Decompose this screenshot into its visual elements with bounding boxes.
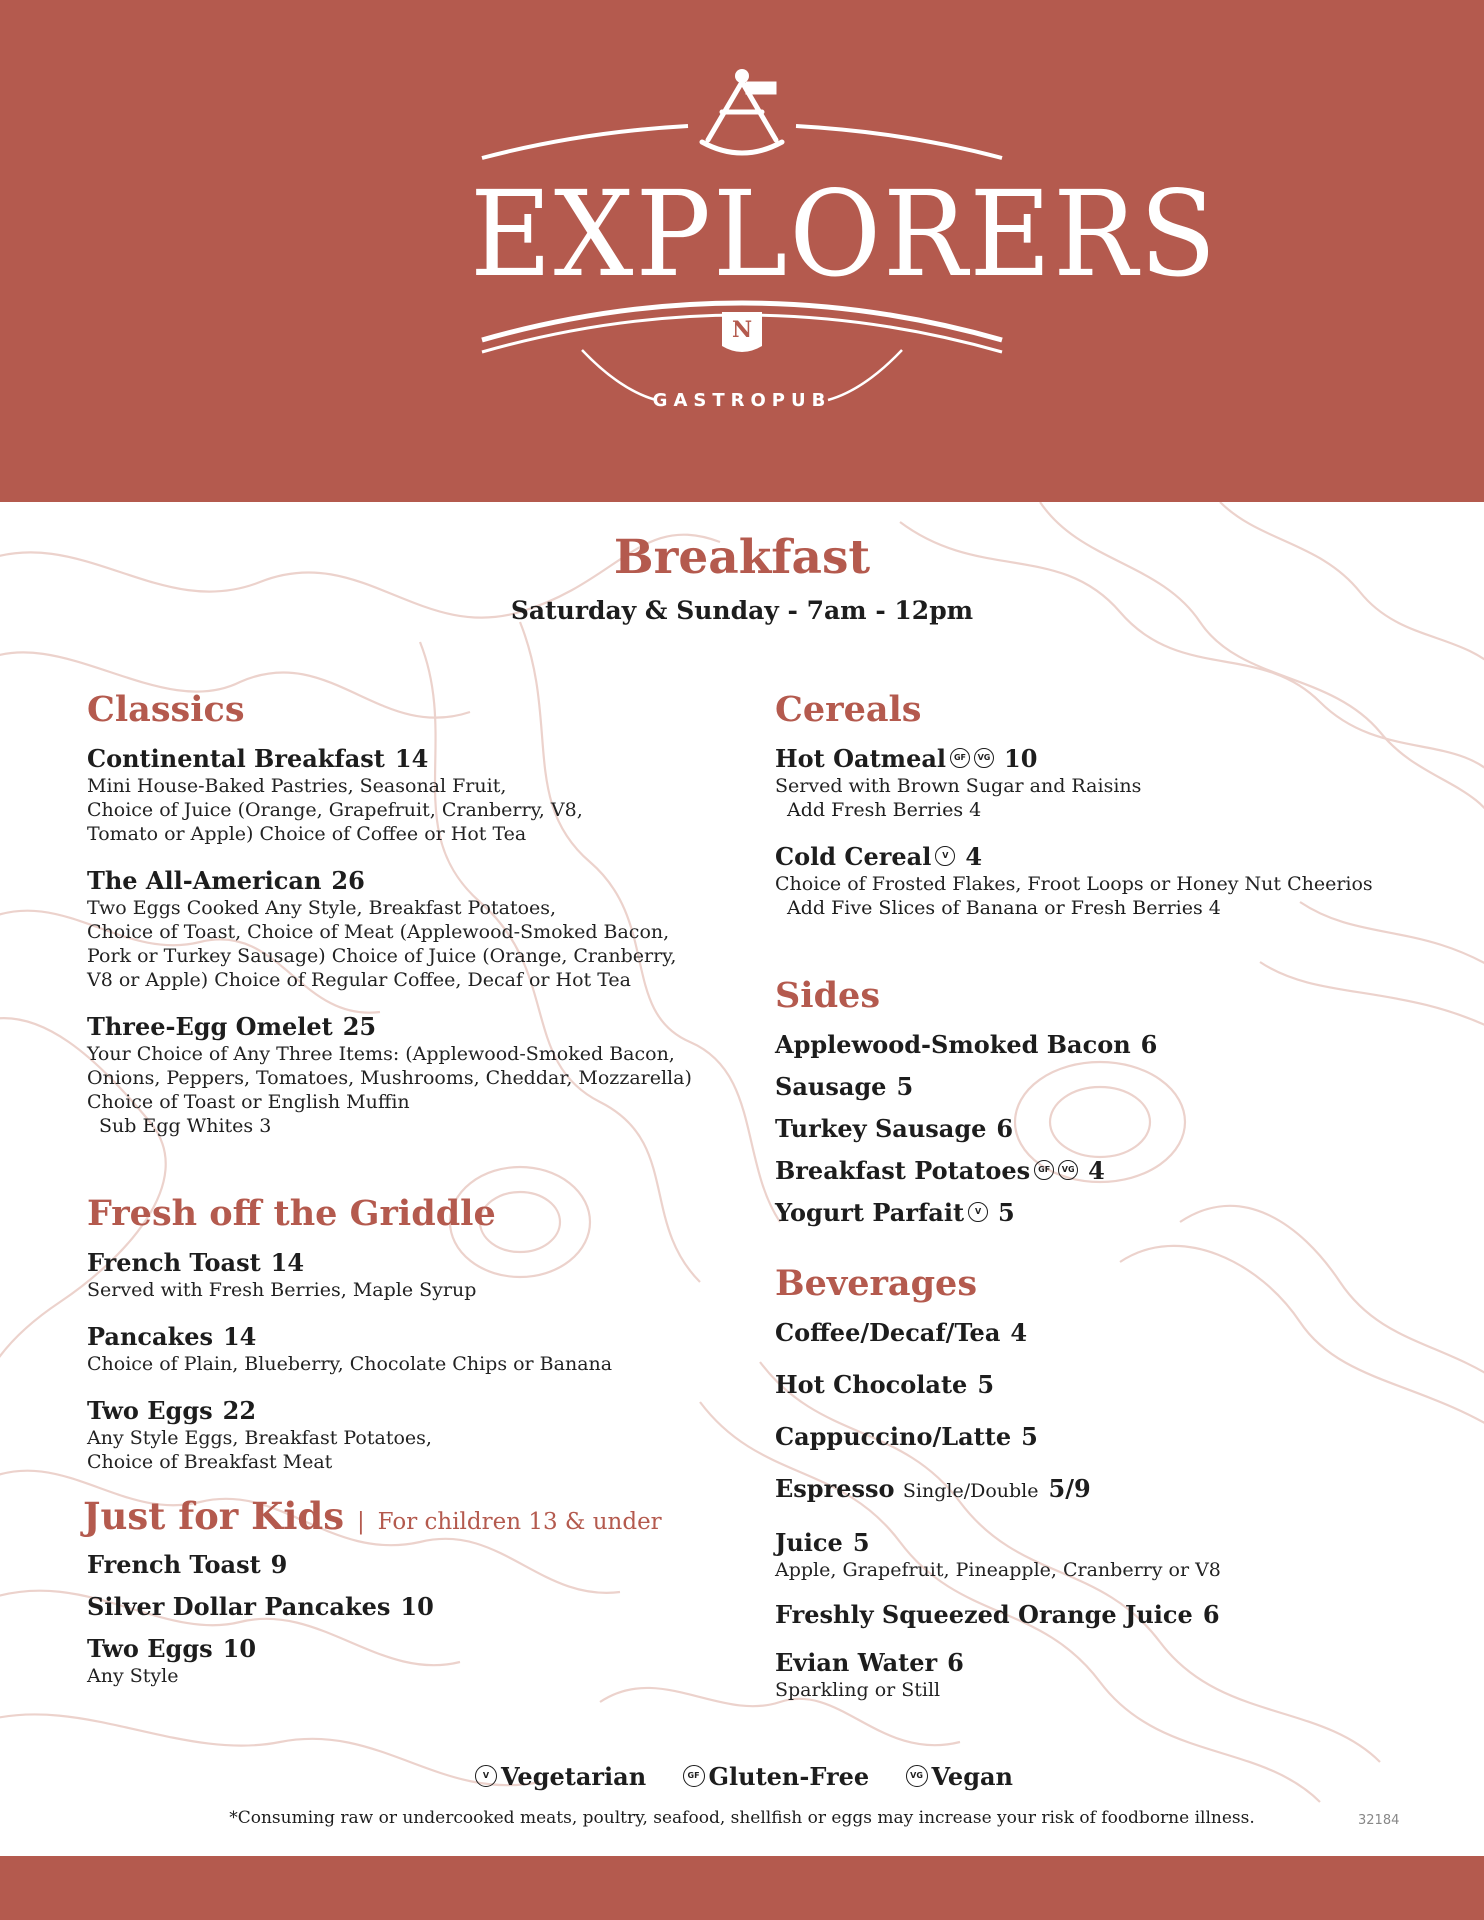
- menu-code: 32184: [1358, 1813, 1400, 1828]
- vegan-icon: VG: [1058, 1160, 1078, 1180]
- item-price: 5: [852, 1528, 870, 1557]
- food-safety-disclaimer: *Consuming raw or undercooked meats, poultry, seafood, shellfish or eggs may increase your risk of foodborne illness.: [229, 1808, 1255, 1828]
- item-description: Pork or Turkey Sausage) Choice of Juice (Orange, Cranberry,: [87, 945, 677, 967]
- vegetarian-icon: V: [935, 846, 955, 866]
- item-price: 6: [996, 1114, 1014, 1143]
- item-price: 9: [270, 1550, 288, 1579]
- item-price: 14: [270, 1248, 305, 1277]
- item-price: 4: [1088, 1156, 1105, 1185]
- menu-item: [775, 1648, 1435, 1702]
- menu-item: [87, 744, 727, 846]
- item-price: 6: [1202, 1600, 1220, 1629]
- item-note: Single/Double: [902, 1480, 1039, 1502]
- item-price: 22: [222, 1396, 257, 1425]
- legend-vegetarian: Vegetarian: [501, 1762, 647, 1791]
- vegan-icon: VG: [906, 1765, 928, 1787]
- menu-item: [775, 1030, 1435, 1060]
- item-price: 6: [947, 1648, 964, 1677]
- section-title-cereals: Cereals: [775, 689, 922, 730]
- menu-item: [87, 1012, 727, 1138]
- gluten-free-icon: GF: [1034, 1160, 1054, 1180]
- menu-item: [87, 1248, 727, 1302]
- item-price: 10: [400, 1592, 434, 1621]
- menu-item: [775, 1318, 1435, 1348]
- item-name: Silver Dollar Pancakes: [87, 1592, 391, 1621]
- item-name: Breakfast Potatoes: [775, 1156, 1031, 1185]
- item-price: 10: [222, 1634, 257, 1663]
- item-name: Applewood-Smoked Bacon: [775, 1030, 1131, 1059]
- item-description: V8 or Apple) Choice of Regular Coffee, Decaf or Hot Tea: [87, 969, 632, 991]
- item-description: Choice of Juice (Orange, Grapefruit, Cranberry, V8,: [87, 799, 583, 821]
- menu-item: [87, 1592, 727, 1622]
- menu-item: [775, 1422, 1435, 1452]
- item-name: Espresso: [775, 1474, 895, 1503]
- item-price: 10: [1004, 744, 1038, 773]
- item-description: Two Eggs Cooked Any Style, Breakfast Potatoes,: [87, 897, 557, 919]
- section-title-griddle: Fresh off the Griddle: [87, 1193, 496, 1234]
- item-price: 5: [1021, 1422, 1038, 1451]
- brand-name: EXPLORERS: [470, 166, 1219, 304]
- item-name: French Toast: [87, 1248, 261, 1277]
- left-column: [83, 688, 727, 1688]
- item-addon: Sub Egg Whites 3: [99, 1115, 272, 1137]
- item-description: Choice of Frosted Flakes, Froot Loops or Honey Nut Cheerios: [775, 873, 1373, 895]
- dietary-legend: [0, 1762, 1484, 1791]
- header-band: [0, 0, 1484, 502]
- explorers-logo: [470, 60, 1219, 440]
- item-price: 14: [394, 744, 429, 773]
- item-price: 5: [977, 1370, 995, 1399]
- item-description: Your Choice of Any Three Items: (Applewood-Smoked Bacon,: [87, 1043, 675, 1065]
- item-description: Served with Brown Sugar and Raisins: [775, 775, 1142, 797]
- item-description: Mini House-Baked Pastries, Seasonal Fruit,: [87, 775, 507, 797]
- item-price: 4: [1010, 1318, 1028, 1347]
- item-name: Cold Cereal: [775, 842, 932, 871]
- footer-band: [0, 1856, 1484, 1920]
- section-title-beverages: Beverages: [775, 1263, 978, 1304]
- section-title-classics: Classics: [87, 689, 245, 730]
- menu-item: [775, 1528, 1435, 1582]
- item-description: Choice of Plain, Blueberry, Chocolate Chips or Banana: [87, 1353, 613, 1375]
- item-price: 4: [965, 842, 983, 871]
- item-name: Continental Breakfast: [87, 744, 385, 773]
- menu-item: [87, 866, 727, 992]
- item-description: Any Style: [87, 1665, 179, 1687]
- item-description: Choice of Toast, Choice of Meat (Applewood-Smoked Bacon,: [87, 921, 670, 943]
- item-name: Three-Egg Omelet: [87, 1012, 333, 1041]
- legend-vegan: Vegan: [931, 1762, 1013, 1791]
- menu-item: [775, 1156, 1435, 1186]
- item-addon: Add Five Slices of Banana or Fresh Berries 4: [787, 897, 1221, 919]
- item-description: Apple, Grapefruit, Pineapple, Cranberry or V8: [775, 1559, 1221, 1581]
- menu-hours: Saturday & Sunday - 7am - 12pm: [510, 596, 974, 625]
- menu-item: [775, 1114, 1435, 1144]
- item-name: Evian Water: [775, 1648, 938, 1677]
- item-name: Two Eggs: [87, 1634, 213, 1663]
- kids-age-note: For children 13 & under: [377, 1509, 662, 1535]
- section-title-sides: Sides: [775, 975, 881, 1016]
- menu-item: [775, 1198, 1435, 1228]
- item-name: Juice: [775, 1528, 843, 1557]
- menu-item: [775, 1600, 1435, 1630]
- vegan-icon: VG: [974, 748, 994, 768]
- item-price: 5/9: [1048, 1474, 1091, 1503]
- menu-item: [87, 1634, 727, 1688]
- menu-title: Breakfast: [613, 530, 871, 585]
- item-name: Yogurt Parfait: [775, 1198, 965, 1227]
- menu-item: [775, 1072, 1435, 1102]
- item-description: Choice of Breakfast Meat: [87, 1451, 333, 1473]
- menu-item: [87, 1550, 727, 1580]
- item-description: Served with Fresh Berries, Maple Syrup: [87, 1279, 477, 1301]
- gluten-free-icon: GF: [950, 748, 970, 768]
- item-name: Two Eggs: [87, 1396, 213, 1425]
- item-price: 5: [998, 1198, 1015, 1227]
- gluten-free-icon: GF: [683, 1765, 705, 1787]
- item-name: The All-American: [87, 866, 322, 895]
- item-addon: Add Fresh Berries 4: [787, 799, 982, 821]
- item-price: 5: [896, 1072, 914, 1101]
- item-name: Coffee/Decaf/Tea: [775, 1318, 1001, 1347]
- item-name: Freshly Squeezed Orange Juice: [775, 1600, 1193, 1629]
- menu-item: [775, 842, 1435, 920]
- menu-item: [775, 744, 1435, 822]
- kids-separator: |: [357, 1509, 365, 1535]
- brand-badge-letter: N: [731, 317, 753, 343]
- item-name: Cappuccino/Latte: [775, 1422, 1012, 1451]
- item-description: Choice of Toast or English Muffin: [87, 1091, 410, 1113]
- item-name: Pancakes: [87, 1322, 213, 1351]
- item-price: 25: [342, 1012, 377, 1041]
- item-name: Hot Oatmeal: [775, 744, 946, 773]
- vegetarian-icon: V: [968, 1202, 988, 1222]
- item-description: Sparkling or Still: [775, 1679, 941, 1701]
- item-name: Hot Chocolate: [775, 1370, 968, 1399]
- menu-item: [775, 1370, 1435, 1400]
- section-title-kids: Just for Kids | For children 13 & under: [83, 1494, 662, 1538]
- menu-item: [87, 1322, 727, 1376]
- legend-gluten-free: Gluten-Free: [708, 1762, 870, 1791]
- item-description: Onions, Peppers, Tomatoes, Mushrooms, Cheddar, Mozzarella): [87, 1067, 692, 1089]
- vegetarian-icon: V: [475, 1765, 497, 1787]
- right-column: [775, 688, 1435, 1702]
- item-description: Tomato or Apple) Choice of Coffee or Hot Tea: [87, 823, 527, 845]
- item-name: French Toast: [87, 1550, 261, 1579]
- brand-tagline: GASTROPUB: [652, 390, 832, 411]
- item-name: Sausage: [775, 1072, 887, 1101]
- item-description: Any Style Eggs, Breakfast Potatoes,: [87, 1427, 432, 1449]
- item-name: Turkey Sausage: [775, 1114, 987, 1143]
- menu-item: [775, 1474, 1435, 1506]
- menu-item: [87, 1396, 727, 1474]
- item-price: 6: [1140, 1030, 1158, 1059]
- item-price: 14: [222, 1322, 257, 1351]
- item-price: 26: [331, 866, 365, 895]
